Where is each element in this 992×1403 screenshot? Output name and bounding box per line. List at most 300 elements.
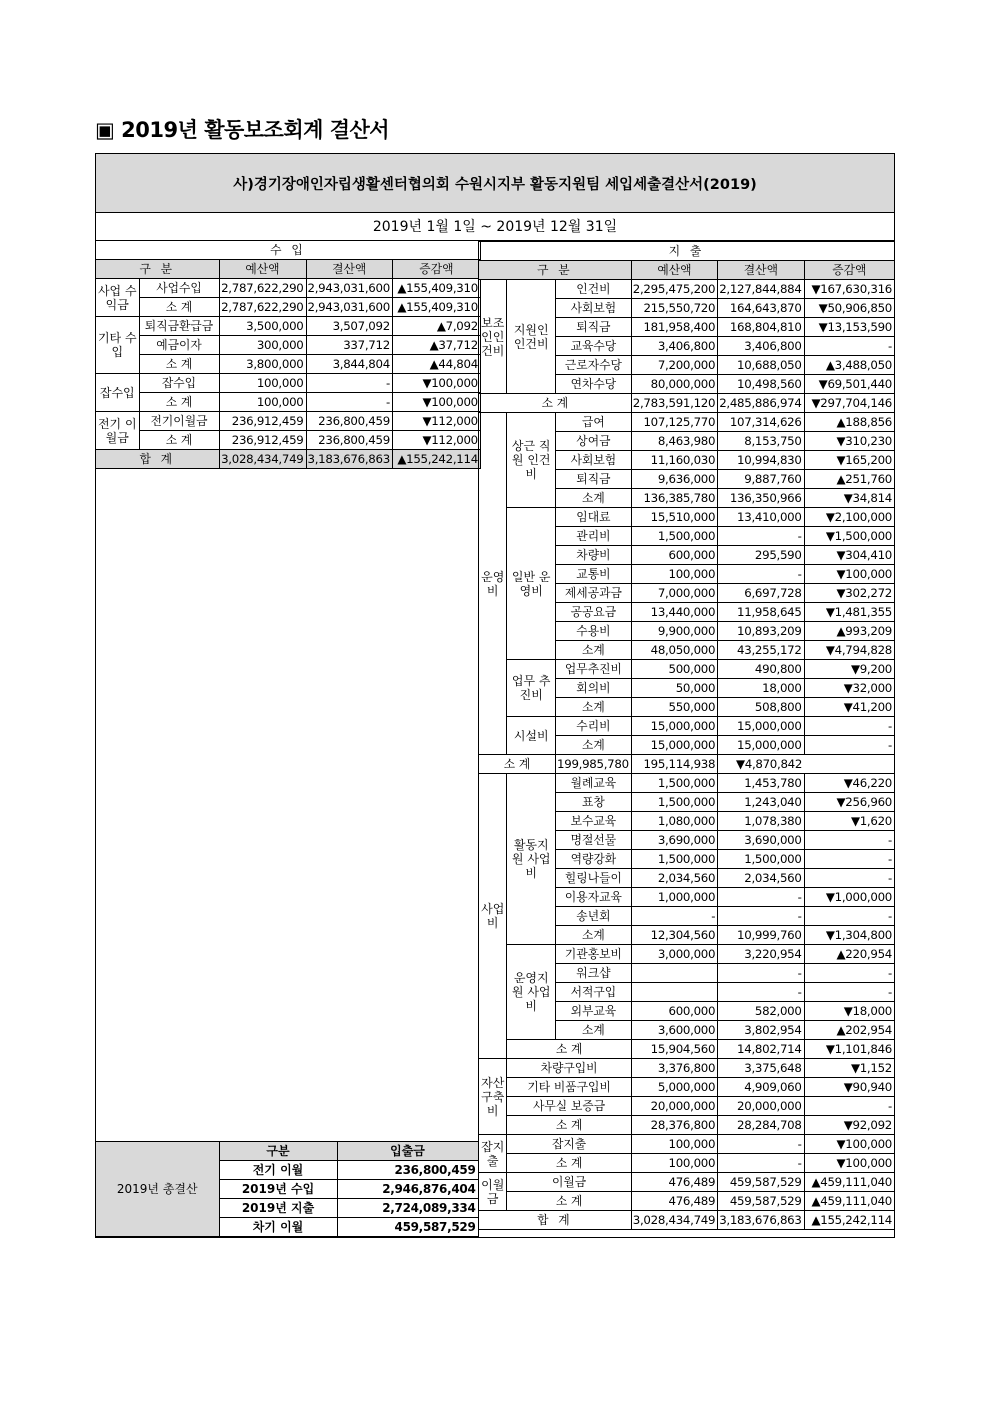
row-diff: ▼304,410 bbox=[804, 546, 894, 565]
row-diff: - bbox=[804, 717, 894, 736]
expense-total-budget: 3,028,434,749 bbox=[631, 1211, 717, 1230]
row-item: 연차수당 bbox=[556, 375, 632, 394]
row-item: 사회보험 bbox=[556, 299, 632, 318]
row-budget: 3,600,000 bbox=[631, 1021, 717, 1040]
income-total-settled: 3,183,676,863 bbox=[306, 450, 392, 469]
row-settled: - bbox=[718, 1135, 804, 1154]
table-row bbox=[479, 280, 895, 299]
row-budget: 100,000 bbox=[631, 565, 717, 584]
row-diff: - bbox=[804, 983, 894, 1002]
row-diff: ▼1,304,800 bbox=[804, 926, 894, 945]
row-item: 송년회 bbox=[556, 907, 632, 926]
income-group-carry: 전기 이월금 bbox=[96, 412, 139, 450]
expense-group-activity: 활동지원 사업비 bbox=[507, 774, 556, 945]
row-settled: 508,800 bbox=[718, 698, 804, 717]
report-title: 사)경기장애인자립생활센터협의회 수원시지부 활동지원팀 세입세출결산서(2019) bbox=[96, 154, 894, 213]
expense-col-budget: 예산액 bbox=[631, 261, 717, 280]
row-settled: 3,802,954 bbox=[718, 1021, 804, 1040]
row-item: 소계 bbox=[556, 641, 632, 660]
row-settled: 490,800 bbox=[718, 660, 804, 679]
row-item: 소 계 bbox=[139, 355, 219, 374]
row-settled: 164,643,870 bbox=[718, 299, 804, 318]
row-diff: ▼34,814 bbox=[804, 489, 894, 508]
row-item: 기관홍보비 bbox=[556, 945, 632, 964]
row-diff: - bbox=[804, 964, 894, 983]
row-item: 명절선물 bbox=[556, 831, 632, 850]
row-item: 급여 bbox=[556, 413, 632, 432]
row-settled: 236,800,459 bbox=[306, 412, 392, 431]
row-settled: 2,943,031,600 bbox=[306, 279, 392, 298]
row-settled: 168,804,810 bbox=[718, 318, 804, 337]
row-diff: ▼18,000 bbox=[804, 1002, 894, 1021]
row-budget: 3,690,000 bbox=[631, 831, 717, 850]
row-diff: - bbox=[804, 337, 894, 356]
row-budget: 3,376,800 bbox=[631, 1059, 717, 1078]
income-group-business: 사업 수익금 bbox=[96, 279, 139, 317]
row-budget: 550,000 bbox=[631, 698, 717, 717]
row-item: 수용비 bbox=[556, 622, 632, 641]
row-item: 기타 비품구입비 bbox=[507, 1078, 631, 1097]
row-diff: ▼100,000 bbox=[804, 1154, 894, 1173]
row-diff: ▼2,100,000 bbox=[804, 508, 894, 527]
row-settled: - bbox=[306, 374, 392, 393]
row-diff: - bbox=[804, 850, 894, 869]
income-total-diff: ▲155,242,114 bbox=[392, 450, 480, 469]
row-item: 소 계 bbox=[507, 1154, 631, 1173]
row-budget: 20,000,000 bbox=[631, 1097, 717, 1116]
row-budget: 500,000 bbox=[631, 660, 717, 679]
row-item: 소 계 bbox=[139, 298, 219, 317]
summary-col-amount: 입출금 bbox=[337, 1142, 478, 1161]
row-budget: 1,500,000 bbox=[631, 850, 717, 869]
row-diff: ▲459,111,040 bbox=[804, 1192, 894, 1211]
row-budget: 100,000 bbox=[219, 374, 306, 393]
row-budget: 3,000,000 bbox=[631, 945, 717, 964]
summary-label: 2019년 총결산 bbox=[96, 1142, 219, 1237]
row-settled: 8,153,750 bbox=[718, 432, 804, 451]
row-budget: 2,787,622,290 bbox=[219, 279, 306, 298]
table-row bbox=[479, 660, 895, 679]
summary-item: 전기 이월 bbox=[219, 1161, 337, 1180]
row-settled: 10,893,209 bbox=[718, 622, 804, 641]
row-item: 퇴직금 bbox=[556, 318, 632, 337]
row-diff: ▼165,200 bbox=[804, 451, 894, 470]
row-diff: ▲251,760 bbox=[804, 470, 894, 489]
table-row bbox=[479, 755, 895, 774]
expense-group-assist: 보조인인건비 bbox=[479, 280, 507, 394]
row-diff: ▼1,481,355 bbox=[804, 603, 894, 622]
row-settled: 582,000 bbox=[718, 1002, 804, 1021]
summary-table bbox=[96, 1141, 479, 1237]
row-settled: 10,999,760 bbox=[718, 926, 804, 945]
row-settled: - bbox=[718, 1154, 804, 1173]
table-row bbox=[96, 317, 480, 336]
row-diff: ▼100,000 bbox=[392, 374, 480, 393]
row-settled: 4,909,060 bbox=[718, 1078, 804, 1097]
row-settled: 2,485,886,974 bbox=[718, 394, 804, 413]
row-budget: 1,500,000 bbox=[631, 774, 717, 793]
row-item: 소 계 bbox=[479, 755, 556, 774]
row-settled: 107,314,626 bbox=[718, 413, 804, 432]
row-item: 관리비 bbox=[556, 527, 632, 546]
row-diff: ▲993,209 bbox=[804, 622, 894, 641]
summary-item: 2019년 지출 bbox=[219, 1199, 337, 1218]
blank-area bbox=[96, 473, 478, 1141]
row-diff: ▲3,488,050 bbox=[804, 356, 894, 375]
row-settled: - bbox=[718, 888, 804, 907]
row-budget: 9,900,000 bbox=[631, 622, 717, 641]
income-col-budget: 예산액 bbox=[219, 260, 306, 279]
row-item: 이용자교육 bbox=[556, 888, 632, 907]
income-col-settled: 결산액 bbox=[306, 260, 392, 279]
row-diff: - bbox=[804, 736, 894, 755]
table-row bbox=[96, 336, 480, 355]
row-budget: 15,000,000 bbox=[631, 717, 717, 736]
row-item: 회의비 bbox=[556, 679, 632, 698]
row-settled: 3,690,000 bbox=[718, 831, 804, 850]
row-settled: 337,712 bbox=[306, 336, 392, 355]
row-item: 퇴직금 bbox=[556, 470, 632, 489]
row-budget: 50,000 bbox=[631, 679, 717, 698]
row-settled: 1,453,780 bbox=[718, 774, 804, 793]
row-item: 사업수입 bbox=[139, 279, 219, 298]
income-group-misc: 잡수입 bbox=[96, 374, 139, 412]
row-budget: 3,500,000 bbox=[219, 317, 306, 336]
row-item: 이월금 bbox=[507, 1173, 631, 1192]
row-budget: 15,000,000 bbox=[631, 736, 717, 755]
row-item: 사무실 보증금 bbox=[507, 1097, 631, 1116]
row-budget: 48,050,000 bbox=[631, 641, 717, 660]
expense-group-asset: 자산구축비 bbox=[479, 1059, 507, 1135]
row-settled: 43,255,172 bbox=[718, 641, 804, 660]
row-diff: ▲202,954 bbox=[804, 1021, 894, 1040]
expense-group-support-staff: 지원인 인건비 bbox=[507, 280, 556, 394]
summary-item: 2019년 수입 bbox=[219, 1180, 337, 1199]
row-item: 소 계 bbox=[479, 394, 632, 413]
row-settled: 3,844,804 bbox=[306, 355, 392, 374]
row-diff: ▲188,856 bbox=[804, 413, 894, 432]
row-diff: ▼50,906,850 bbox=[804, 299, 894, 318]
row-item: 업무추진비 bbox=[556, 660, 632, 679]
table-row bbox=[96, 374, 480, 393]
report-period: 2019년 1월 1일 ~ 2019년 12월 31일 bbox=[96, 212, 894, 241]
row-diff: ▲459,111,040 bbox=[804, 1173, 894, 1192]
row-item: 소계 bbox=[556, 698, 632, 717]
row-item: 역량강화 bbox=[556, 850, 632, 869]
row-diff: ▼46,220 bbox=[804, 774, 894, 793]
row-diff: - bbox=[804, 907, 894, 926]
row-settled: 13,410,000 bbox=[718, 508, 804, 527]
table-row bbox=[96, 298, 480, 317]
row-diff: ▼297,704,146 bbox=[804, 394, 894, 413]
row-budget bbox=[631, 983, 717, 1002]
row-budget: 9,636,000 bbox=[631, 470, 717, 489]
row-item: 보수교육 bbox=[556, 812, 632, 831]
row-budget: 2,295,475,200 bbox=[631, 280, 717, 299]
table-row bbox=[479, 1116, 895, 1135]
row-item: 교육수당 bbox=[556, 337, 632, 356]
table-row bbox=[96, 412, 480, 431]
table-row bbox=[479, 945, 895, 964]
row-settled: - bbox=[718, 527, 804, 546]
table-row bbox=[96, 355, 480, 374]
row-budget: 1,080,000 bbox=[631, 812, 717, 831]
row-item: 공공요금 bbox=[556, 603, 632, 622]
row-budget: 13,440,000 bbox=[631, 603, 717, 622]
table-row bbox=[479, 1059, 895, 1078]
row-item: 소 계 bbox=[507, 1192, 631, 1211]
row-settled: 3,220,954 bbox=[718, 945, 804, 964]
table-row bbox=[479, 1192, 895, 1211]
table-row bbox=[479, 1040, 895, 1059]
row-diff: ▲44,804 bbox=[392, 355, 480, 374]
row-item: 힐링나들이 bbox=[556, 869, 632, 888]
row-diff: ▲37,712 bbox=[392, 336, 480, 355]
row-item: 소계 bbox=[556, 1021, 632, 1040]
row-settled: 11,958,645 bbox=[718, 603, 804, 622]
row-diff: - bbox=[804, 1097, 894, 1116]
table-row bbox=[479, 413, 895, 432]
row-item: 교통비 bbox=[556, 565, 632, 584]
income-total-row bbox=[96, 450, 480, 469]
expense-group-staff: 상근 직원 인건비 bbox=[507, 413, 556, 508]
income-col-diff: 증감액 bbox=[392, 260, 480, 279]
row-budget: 2,034,560 bbox=[631, 869, 717, 888]
row-item: 차량구입비 bbox=[507, 1059, 631, 1078]
row-item: 월례교육 bbox=[556, 774, 632, 793]
row-diff: ▼1,000,000 bbox=[804, 888, 894, 907]
row-budget: 1,500,000 bbox=[631, 793, 717, 812]
row-settled: 15,000,000 bbox=[718, 736, 804, 755]
summary-amount: 2,724,089,334 bbox=[337, 1199, 478, 1218]
expense-group-carry: 이월금 bbox=[479, 1173, 507, 1211]
row-settled: 18,000 bbox=[718, 679, 804, 698]
row-settled: 28,284,708 bbox=[718, 1116, 804, 1135]
row-settled: 1,243,040 bbox=[718, 793, 804, 812]
row-settled: 195,114,938 bbox=[631, 755, 717, 774]
row-diff: - bbox=[804, 831, 894, 850]
row-diff: ▲155,409,310 bbox=[392, 279, 480, 298]
row-item: 서적구입 bbox=[556, 983, 632, 1002]
row-item: 퇴직금환급금 bbox=[139, 317, 219, 336]
row-item: 소 계 bbox=[139, 393, 219, 412]
expense-group-general: 일반 운영비 bbox=[507, 508, 556, 660]
row-diff: ▲7,092 bbox=[392, 317, 480, 336]
row-settled: 10,498,560 bbox=[718, 375, 804, 394]
row-settled: 9,887,760 bbox=[718, 470, 804, 489]
expense-group-operation: 운영비 bbox=[479, 413, 507, 755]
row-settled: 14,802,714 bbox=[718, 1040, 804, 1059]
row-diff: ▼1,152 bbox=[804, 1059, 894, 1078]
row-item: 외부교육 bbox=[556, 1002, 632, 1021]
row-budget: 7,200,000 bbox=[631, 356, 717, 375]
income-header: 수 입 bbox=[96, 241, 480, 260]
income-total-label: 합 계 bbox=[96, 450, 219, 469]
row-budget: 100,000 bbox=[631, 1135, 717, 1154]
row-item: 사회보험 bbox=[556, 451, 632, 470]
settlement-report bbox=[95, 153, 895, 1238]
expense-col-category: 구 분 bbox=[479, 261, 632, 280]
table-row bbox=[479, 394, 895, 413]
summary-item: 차기 이월 bbox=[219, 1218, 337, 1237]
row-diff: ▼4,870,842 bbox=[718, 755, 804, 774]
expense-col-diff: 증감액 bbox=[804, 261, 894, 280]
row-settled: 3,406,800 bbox=[718, 337, 804, 356]
row-diff: ▼90,940 bbox=[804, 1078, 894, 1097]
row-settled: - bbox=[306, 393, 392, 412]
row-budget: 136,385,780 bbox=[631, 489, 717, 508]
table-row bbox=[479, 508, 895, 527]
row-item: 차량비 bbox=[556, 546, 632, 565]
expense-group-business-promo: 업무 추진비 bbox=[507, 660, 556, 717]
row-budget: 236,912,459 bbox=[219, 431, 306, 450]
row-diff: ▼1,500,000 bbox=[804, 527, 894, 546]
row-budget: 12,304,560 bbox=[631, 926, 717, 945]
row-diff: ▼92,092 bbox=[804, 1116, 894, 1135]
row-budget: 600,000 bbox=[631, 1002, 717, 1021]
row-settled: 1,078,380 bbox=[718, 812, 804, 831]
row-diff: ▼302,272 bbox=[804, 584, 894, 603]
row-diff: ▼9,200 bbox=[804, 660, 894, 679]
table-row bbox=[479, 1173, 895, 1192]
row-budget: 476,489 bbox=[631, 1173, 717, 1192]
row-diff: ▼1,620 bbox=[804, 812, 894, 831]
row-budget: 100,000 bbox=[631, 1154, 717, 1173]
row-item: 소계 bbox=[556, 736, 632, 755]
table-row bbox=[479, 717, 895, 736]
row-settled: 236,800,459 bbox=[306, 431, 392, 450]
row-diff: ▼100,000 bbox=[392, 393, 480, 412]
table-row bbox=[96, 279, 480, 298]
row-item: 상여금 bbox=[556, 432, 632, 451]
table-row bbox=[479, 1097, 895, 1116]
table-row bbox=[479, 1154, 895, 1173]
expense-group-op-support: 운영지원 사업비 bbox=[507, 945, 556, 1040]
row-diff: ▼112,000 bbox=[392, 431, 480, 450]
row-budget: 1,500,000 bbox=[631, 527, 717, 546]
row-budget: 181,958,400 bbox=[631, 318, 717, 337]
summary-col-category: 구분 bbox=[219, 1142, 337, 1161]
row-settled: - bbox=[718, 964, 804, 983]
row-settled: 20,000,000 bbox=[718, 1097, 804, 1116]
row-settled: 2,943,031,600 bbox=[306, 298, 392, 317]
income-table bbox=[96, 241, 481, 469]
row-settled: 459,587,529 bbox=[718, 1192, 804, 1211]
expense-header: 지 출 bbox=[479, 242, 895, 261]
row-settled: 2,034,560 bbox=[718, 869, 804, 888]
row-item: 인건비 bbox=[556, 280, 632, 299]
table-row bbox=[479, 774, 895, 793]
row-settled: - bbox=[718, 983, 804, 1002]
expense-total-settled: 3,183,676,863 bbox=[718, 1211, 804, 1230]
row-settled: 6,697,728 bbox=[718, 584, 804, 603]
row-item: 전기이월금 bbox=[139, 412, 219, 431]
row-budget: 2,787,622,290 bbox=[219, 298, 306, 317]
row-budget: 215,550,720 bbox=[631, 299, 717, 318]
row-item: 소계 bbox=[556, 926, 632, 945]
row-diff: ▼32,000 bbox=[804, 679, 894, 698]
summary-amount: 459,587,529 bbox=[337, 1218, 478, 1237]
row-settled: 10,994,830 bbox=[718, 451, 804, 470]
row-budget: 15,904,560 bbox=[631, 1040, 717, 1059]
row-item: 소계 bbox=[556, 489, 632, 508]
row-budget: 600,000 bbox=[631, 546, 717, 565]
row-item: 수리비 bbox=[556, 717, 632, 736]
row-settled: 3,375,648 bbox=[718, 1059, 804, 1078]
row-budget: 8,463,980 bbox=[631, 432, 717, 451]
row-item: 표창 bbox=[556, 793, 632, 812]
row-budget: 80,000,000 bbox=[631, 375, 717, 394]
row-settled: 3,507,092 bbox=[306, 317, 392, 336]
row-settled: - bbox=[718, 565, 804, 584]
row-item: 잡지출 bbox=[507, 1135, 631, 1154]
row-diff: ▼1,101,846 bbox=[804, 1040, 894, 1059]
row-budget: 107,125,770 bbox=[631, 413, 717, 432]
row-budget: 15,510,000 bbox=[631, 508, 717, 527]
table-row bbox=[96, 431, 480, 450]
row-budget: 7,000,000 bbox=[631, 584, 717, 603]
expense-total-diff: ▲155,242,114 bbox=[804, 1211, 894, 1230]
row-diff: ▼256,960 bbox=[804, 793, 894, 812]
row-item: 예금이자 bbox=[139, 336, 219, 355]
row-budget: 3,406,800 bbox=[631, 337, 717, 356]
income-col-category: 구 분 bbox=[96, 260, 219, 279]
table-row bbox=[96, 393, 480, 412]
row-settled: 295,590 bbox=[718, 546, 804, 565]
row-diff: ▼310,230 bbox=[804, 432, 894, 451]
row-diff: ▲220,954 bbox=[804, 945, 894, 964]
summary-amount: 2,946,876,404 bbox=[337, 1180, 478, 1199]
row-budget: 2,783,591,120 bbox=[631, 394, 717, 413]
row-budget: 476,489 bbox=[631, 1192, 717, 1211]
row-item: 워크샵 bbox=[556, 964, 632, 983]
row-budget: - bbox=[631, 907, 717, 926]
row-diff: ▼167,630,316 bbox=[804, 280, 894, 299]
row-budget: 5,000,000 bbox=[631, 1078, 717, 1097]
row-budget: 3,800,000 bbox=[219, 355, 306, 374]
row-diff: ▼13,153,590 bbox=[804, 318, 894, 337]
expense-group-facility: 시설비 bbox=[507, 717, 556, 755]
table-row bbox=[479, 1078, 895, 1097]
row-settled: 2,127,844,884 bbox=[718, 280, 804, 299]
row-settled: 459,587,529 bbox=[718, 1173, 804, 1192]
income-group-other: 기타 수입 bbox=[96, 317, 139, 374]
income-total-budget: 3,028,434,749 bbox=[219, 450, 306, 469]
row-diff: ▼41,200 bbox=[804, 698, 894, 717]
row-budget: 236,912,459 bbox=[219, 412, 306, 431]
row-budget: 199,985,780 bbox=[556, 755, 632, 774]
row-diff: - bbox=[804, 869, 894, 888]
row-budget: 300,000 bbox=[219, 336, 306, 355]
table-row bbox=[479, 1135, 895, 1154]
row-diff: ▼100,000 bbox=[804, 1135, 894, 1154]
expense-group-misc: 잡지출 bbox=[479, 1135, 507, 1173]
row-budget: 100,000 bbox=[219, 393, 306, 412]
row-settled: - bbox=[718, 907, 804, 926]
row-budget: 11,160,030 bbox=[631, 451, 717, 470]
row-item: 잡수입 bbox=[139, 374, 219, 393]
row-diff: ▼4,794,828 bbox=[804, 641, 894, 660]
row-budget bbox=[631, 964, 717, 983]
row-diff: ▼112,000 bbox=[392, 412, 480, 431]
expense-total-row bbox=[479, 1211, 895, 1230]
expense-col-settled: 결산액 bbox=[718, 261, 804, 280]
row-item: 소 계 bbox=[507, 1040, 631, 1059]
row-settled: 15,000,000 bbox=[718, 717, 804, 736]
row-settled: 1,500,000 bbox=[718, 850, 804, 869]
expense-table bbox=[478, 241, 894, 1230]
row-settled: 136,350,966 bbox=[718, 489, 804, 508]
